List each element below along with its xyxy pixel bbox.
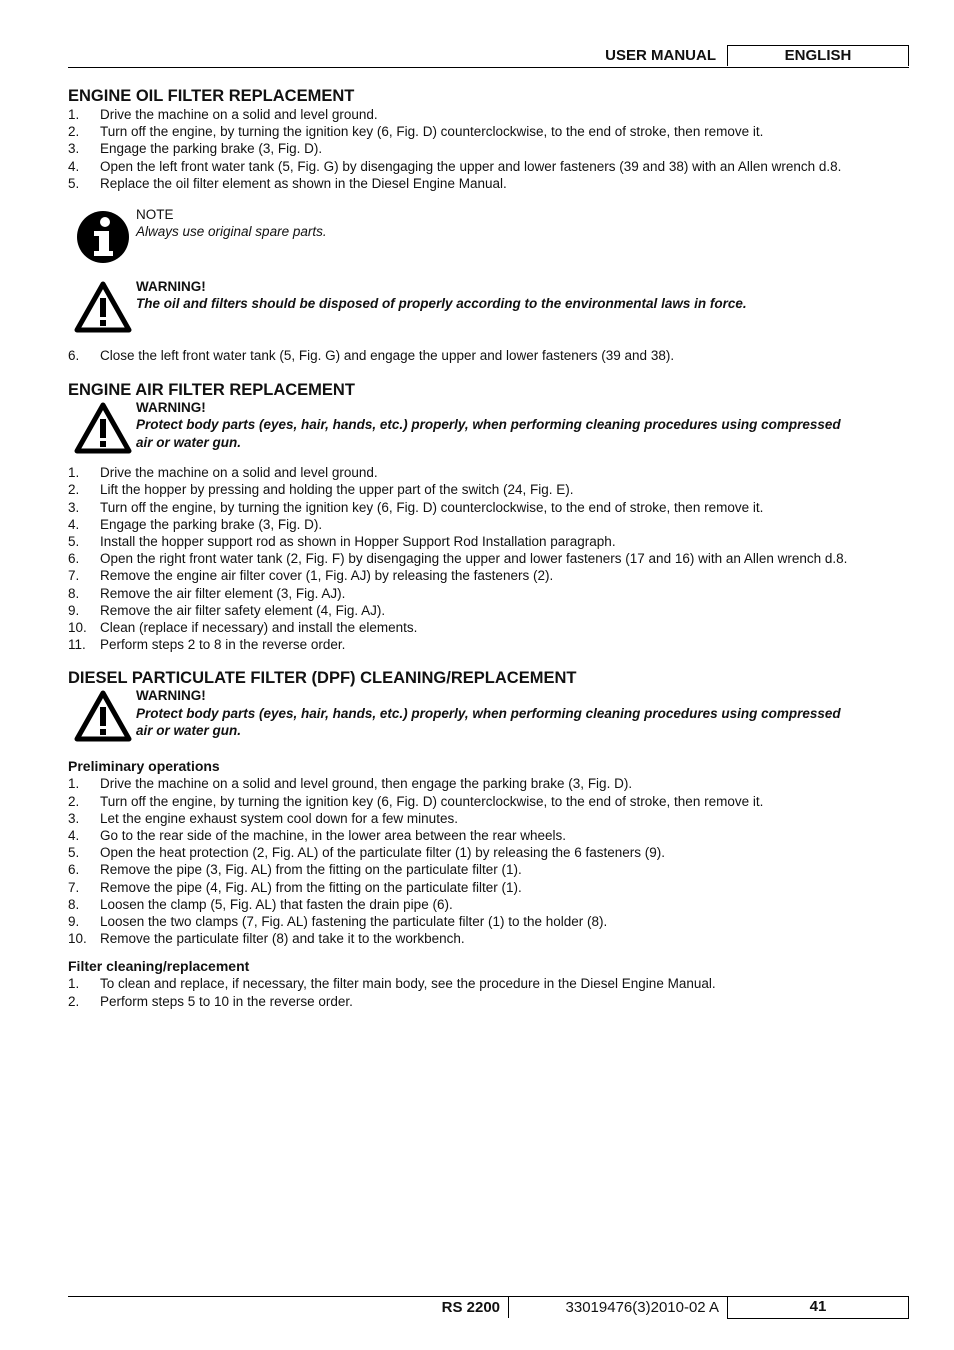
list-item-number: 7. xyxy=(68,568,80,584)
list-item-number: 3. xyxy=(68,810,80,826)
list-item-text: Engage the parking brake (3, Fig. D). xyxy=(100,141,323,157)
list-item xyxy=(68,930,909,947)
list-item-text: Lift the hopper by pressing and holding the upper part of the switch (24, Fig. E). xyxy=(100,482,574,498)
page-content xyxy=(68,86,909,1010)
list-item-text: Drive the machine on a solid and level ground. xyxy=(100,465,378,481)
list-item xyxy=(68,827,909,844)
warning-title: WARNING! xyxy=(136,688,206,704)
list-item-number: 8. xyxy=(68,896,80,912)
warning-body-line1: Protect body parts (eyes, hair, hands, etc.) properly, when performing cleaning procedures using compressed xyxy=(136,417,841,433)
list-item xyxy=(68,775,909,792)
list-item-number: 2. xyxy=(68,993,80,1009)
warning-callout-dpf xyxy=(68,687,909,752)
list-item-text: Remove the pipe (3, Fig. AL) from the fitting on the particulate filter (1). xyxy=(100,862,522,878)
list-item-number: 5. xyxy=(68,175,80,191)
list-item-number: 8. xyxy=(68,585,80,601)
list-item-text: Drive the machine on a solid and level ground. xyxy=(100,107,378,122)
list-item-number: 10. xyxy=(68,620,87,636)
list-item xyxy=(68,636,909,653)
subsection-title-preliminary: Preliminary operations xyxy=(68,758,220,775)
list-item xyxy=(68,619,909,636)
list-item-number: 1. xyxy=(68,976,80,992)
list-item xyxy=(68,550,909,567)
list-item-text: Let the engine exhaust system cool down for a few minutes. xyxy=(100,810,458,826)
list-item xyxy=(68,879,909,896)
list-item-number: 6. xyxy=(68,862,80,878)
list-item xyxy=(68,123,909,140)
list-item-number: 2. xyxy=(68,482,80,498)
list-item-number: 3. xyxy=(68,141,80,157)
list-item-number: 4. xyxy=(68,158,80,174)
warning-title: WARNING! xyxy=(136,279,206,295)
list-item-text: Turn off the engine, by turning the ignition key (6, Fig. D) counterclockwise, to the end of stroke, then remove it. xyxy=(100,793,764,809)
warning-body-line1: Protect body parts (eyes, hair, hands, etc.) properly, when performing cleaning procedures using compressed xyxy=(136,705,841,721)
list-item xyxy=(68,140,909,157)
footer-page-number: 41 xyxy=(727,1297,909,1319)
list-item-number: 6. xyxy=(68,551,80,567)
oil-filter-step-6 xyxy=(68,347,909,364)
list-item xyxy=(68,861,909,878)
list-item-text: Perform steps 5 to 10 in the reverse order. xyxy=(100,993,353,1009)
list-item-text: Perform steps 2 to 8 in the reverse order. xyxy=(100,637,346,653)
footer-document-code: 33019476(3)2010-02 A xyxy=(565,1299,719,1316)
list-item-text: Clean (replace if necessary) and install the elements. xyxy=(100,620,418,636)
list-item-number: 3. xyxy=(68,499,80,515)
list-item-text: Loosen the clamp (5, Fig. AL) that fasten the drain pipe (6). xyxy=(100,896,453,912)
list-item-number: 4. xyxy=(68,516,80,532)
list-item-text: To clean and replace, if necessary, the filter main body, see the procedure in the Diesel Engine Manual. xyxy=(100,976,716,992)
list-item-number: 1. xyxy=(68,465,80,481)
list-item-text: Open the left front water tank (5, Fig. G) by disengaging the upper and lower fasteners (39 and 38) with an Allen wrench d.8. xyxy=(100,158,842,174)
note-callout xyxy=(68,206,909,264)
list-item-number: 4. xyxy=(68,828,80,844)
info-icon xyxy=(68,206,136,264)
list-item-text: Open the right front water tank (2, Fig. F) by disengaging the upper and lower fasteners (17 and 16) with an Allen wrench d.8. xyxy=(100,551,848,567)
list-item-number: 11. xyxy=(68,637,86,653)
list-item xyxy=(68,175,909,192)
list-item: 6. Close the left front water tank (5, Fig. G) and engage the upper and lower fasteners (39 and 38). xyxy=(68,348,675,364)
air-filter-steps xyxy=(68,464,909,653)
warning-body-line2: air or water gun. xyxy=(136,722,242,738)
list-item-text: Turn off the engine, by turning the ignition key (6, Fig. D) counterclockwise, to the end of stroke, then remove it. xyxy=(100,499,764,515)
warning-icon xyxy=(68,687,136,752)
list-item-text: Turn off the engine, by turning the ignition key (6, Fig. D) counterclockwise, to the end of stroke, then remove it. xyxy=(100,124,764,140)
list-item-number: 5. xyxy=(68,534,80,550)
list-item-number: 10. xyxy=(68,931,87,947)
list-item-text: Remove the engine air filter cover (1, Fig. AJ) by releasing the fasteners (2). xyxy=(100,568,554,584)
list-item-text: Remove the air filter element (3, Fig. AJ). xyxy=(100,585,346,601)
list-item xyxy=(68,516,909,533)
warning-body: The oil and filters should be disposed of properly according to the environmental laws in force. xyxy=(136,296,747,312)
list-item xyxy=(68,602,909,619)
list-item-text: Remove the air filter safety element (4, Fig. AJ). xyxy=(100,602,386,618)
list-item-number: 1. xyxy=(68,776,80,792)
list-item xyxy=(68,158,909,175)
list-item-number: 9. xyxy=(68,602,80,618)
list-item-number: 9. xyxy=(68,914,80,930)
note-body: Always use original spare parts. xyxy=(136,224,327,240)
list-item xyxy=(68,810,909,827)
list-item-text: Remove the pipe (4, Fig. AL) from the fitting on the particulate filter (1). xyxy=(100,879,522,895)
section-title-dpf: DIESEL PARTICULATE FILTER (DPF) CLEANING/REPLACEMENT xyxy=(68,669,577,688)
list-item xyxy=(68,844,909,861)
warning-icon xyxy=(68,278,136,346)
list-item xyxy=(68,793,909,810)
subsection-title-filter-cleaning: Filter cleaning/replacement xyxy=(68,958,250,975)
list-item xyxy=(68,106,909,123)
warning-body-line2: air or water gun. xyxy=(136,434,242,450)
list-item-number: 1. xyxy=(68,107,80,122)
list-item xyxy=(68,533,909,550)
warning-callout-oil xyxy=(68,278,909,346)
list-item-number: 2. xyxy=(68,124,80,140)
list-item xyxy=(68,896,909,913)
list-item-number: 2. xyxy=(68,793,80,809)
warning-callout-air xyxy=(68,399,909,464)
footer-model: RS 2200 xyxy=(398,1297,509,1318)
page-footer xyxy=(68,1296,909,1319)
list-item-number: 5. xyxy=(68,845,80,861)
page-header xyxy=(68,45,909,68)
list-item-text: Open the heat protection (2, Fig. AL) of the particulate filter (1) by releasing the 6 fasteners (9). xyxy=(100,845,666,861)
list-item-text: Go to the rear side of the machine, in the lower area between the rear wheels. xyxy=(100,828,567,844)
list-item xyxy=(68,975,909,992)
warning-icon xyxy=(68,399,136,464)
list-item xyxy=(68,481,909,498)
list-item-text: Drive the machine on a solid and level ground, then engage the parking brake (3, Fig. D). xyxy=(100,776,633,792)
list-item xyxy=(68,464,909,481)
filter-cleaning-steps xyxy=(68,975,909,1009)
preliminary-steps xyxy=(68,775,909,947)
note-title: NOTE xyxy=(136,207,174,223)
list-item-text: Engage the parking brake (3, Fig. D). xyxy=(100,516,323,532)
list-item xyxy=(68,913,909,930)
list-item-text: Install the hopper support rod as shown in Hopper Support Rod Installation paragraph. xyxy=(100,534,616,550)
list-item-text: Remove the particulate filter (8) and take it to the workbench. xyxy=(100,931,465,947)
list-item-text: Loosen the two clamps (7, Fig. AL) fastening the particulate filter (1) to the holder (8). xyxy=(100,914,608,930)
list-item xyxy=(68,567,909,584)
header-language-label: ENGLISH xyxy=(727,45,909,66)
list-item-text: Replace the oil filter element as shown in the Diesel Engine Manual. xyxy=(100,175,507,191)
list-item xyxy=(68,993,909,1010)
list-item-number: 7. xyxy=(68,879,80,895)
header-manual-label: USER MANUAL xyxy=(605,47,716,64)
list-item xyxy=(68,499,909,516)
section-title-oil-filter: ENGINE OIL FILTER REPLACEMENT xyxy=(68,87,355,105)
section-title-air-filter: ENGINE AIR FILTER REPLACEMENT xyxy=(68,381,355,400)
warning-title: WARNING! xyxy=(136,400,206,416)
list-item xyxy=(68,585,909,602)
oil-filter-steps xyxy=(68,106,909,192)
